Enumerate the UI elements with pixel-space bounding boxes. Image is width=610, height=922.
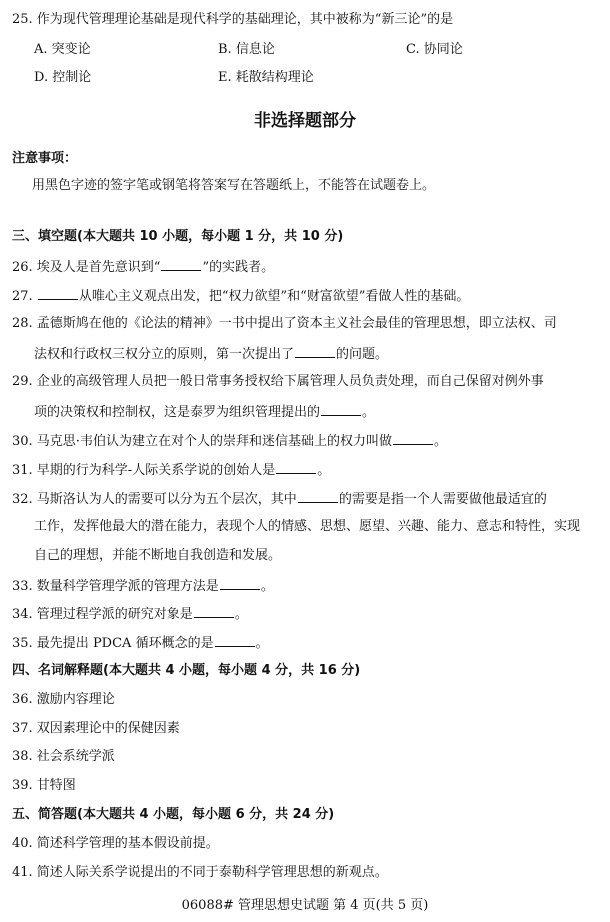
question-29-line1: 29. 企业的高级管理人员把一般日常事务授权给下属管理人员负责处理，而自己保留对例外事 xyxy=(12,374,544,389)
q25-option-c: C. 协同论 xyxy=(406,42,463,57)
answer-blank xyxy=(298,490,338,503)
question-32-line3: 自己的理想，并能不断地自我创造和发展。 xyxy=(34,548,282,563)
question-31: 31. 早期的行为科学-人际关系学说的创始人是 。 xyxy=(12,463,331,478)
question-39: 39. 甘特图 xyxy=(12,778,76,793)
question-29-line2: 项的决策权和控制权，这是泰罗为组织管理提出的 。 xyxy=(34,405,376,420)
notice-text: 用黑色字迹的签字笔或钢笔将答案写在答题纸上，不能答在试题卷上。 xyxy=(32,178,436,193)
question-34: 34. 管理过程学派的研究对象是 。 xyxy=(12,607,248,622)
question-37: 37. 双因素理论中的保健因素 xyxy=(12,721,180,736)
answer-blank xyxy=(276,461,316,474)
question-30: 30. 马克思·韦伯认为建立在对个人的崇拜和迷信基础上的权力叫做 。 xyxy=(12,434,447,449)
notice-label: 注意事项： xyxy=(12,151,78,166)
question-36: 36. 激励内容理论 xyxy=(12,692,115,707)
question-32-line1: 32. 马斯洛认为人的需要可以分为五个层次，其中 的需要是指一个人需要做他最适宜的 xyxy=(12,492,547,507)
question-41: 41. 简述人际关系学说提出的不同于泰勒科学管理思想的新观点。 xyxy=(12,865,388,880)
answer-blank xyxy=(161,258,201,271)
q25-option-e: E. 耗散结构理论 xyxy=(218,70,314,85)
question-38: 38. 社会系统学派 xyxy=(12,749,115,764)
answer-blank xyxy=(38,287,78,300)
part5-heading: 五、简答题(本大题共 4 小题，每小题 6 分，共 24 分) xyxy=(12,807,335,822)
q25-option-d: D. 控制论 xyxy=(34,70,92,85)
page-footer: 06088# 管理思想史试题 第 4 页(共 5 页) xyxy=(181,898,429,913)
question-40: 40. 简述科学管理的基本假设前提。 xyxy=(12,836,219,851)
q25-stem: 25. 作为现代管理理论基础是现代科学的基础理论，其中被称为“新三论”的是 xyxy=(12,12,454,27)
answer-blank xyxy=(194,605,234,618)
answer-blank xyxy=(215,634,255,647)
question-27: 27. 从唯心主义观点出发，把“权力欲望”和“财富欲望”看做人性的基础。 xyxy=(12,289,470,304)
question-28-line2: 法权和行政权三权分立的原则，第一次提出了 的问题。 xyxy=(34,347,389,362)
question-35: 35. 最先提出 PDCA 循环概念的是 。 xyxy=(12,636,269,651)
q25-option-a: A. 突变论 xyxy=(34,42,91,57)
part4-heading: 四、名词解释题(本大题共 4 小题，每小题 4 分，共 16 分) xyxy=(12,663,361,678)
answer-blank xyxy=(393,432,433,445)
q25-option-b: B. 信息论 xyxy=(218,42,275,57)
question-32-line2: 工作，发挥他最大的潜在能力，表现个人的情感、思想、愿望、兴趣、能力、意志和特性，实现 xyxy=(34,519,581,534)
part3-heading: 三、填空题(本大题共 10 小题，每小题 1 分，共 10 分) xyxy=(12,229,344,244)
question-33: 33. 数量科学管理学派的管理方法是 。 xyxy=(12,579,274,594)
section-title: 非选择题部分 xyxy=(254,111,356,131)
answer-blank xyxy=(321,403,361,416)
answer-blank xyxy=(220,577,260,590)
question-26: 26. 埃及人是首先意识到“ ”的实践者。 xyxy=(12,260,275,275)
question-28-line1: 28. 孟德斯鸠在他的《论法的精神》一书中提出了资本主义社会最佳的管理思想，即立法权、司 xyxy=(12,316,557,331)
answer-blank xyxy=(295,345,335,358)
